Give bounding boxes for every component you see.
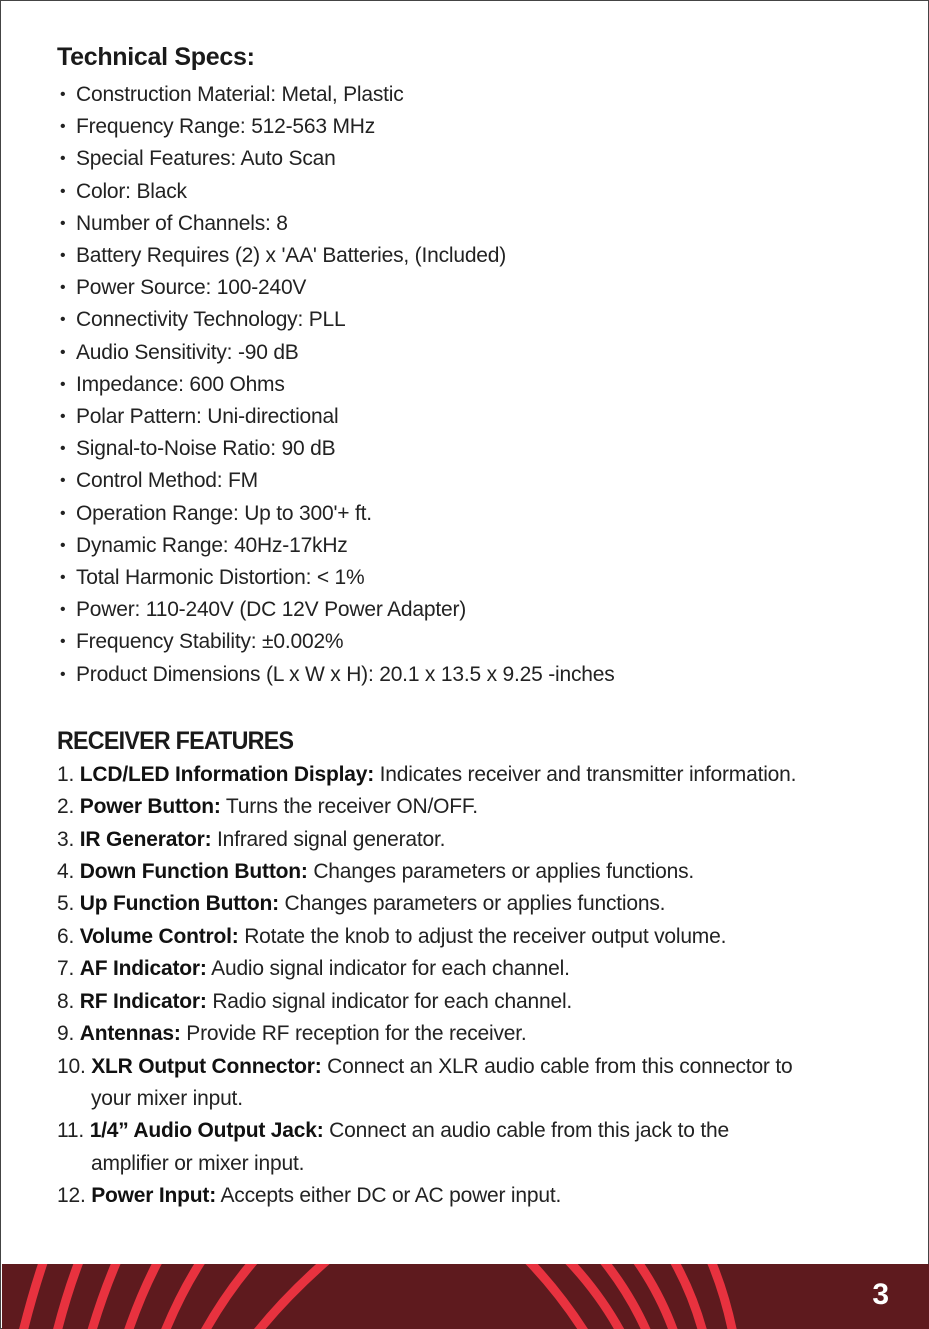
feature-item: 2. Power Button: Turns the receiver ON/OFF.: [57, 795, 478, 819]
feature-item: 4. Down Function Button: Changes parameters or applies functions.: [57, 860, 695, 884]
spec-item: • Frequency Range: 512-563 MHz: [57, 111, 897, 143]
feature-item: 1. LCD/LED Information Display: Indicates receiver and transmitter information.: [57, 762, 797, 786]
spec-item: • Product Dimensions (L x W x H): 20.1 x 13.5 x 9.25 -inches: [57, 659, 897, 691]
spec-item: • Frequency Stability: ±0.002%: [57, 626, 897, 658]
feature-item: 6. Volume Control: Rotate the knob to adjust the receiver output volume.: [57, 924, 727, 948]
page-number: 3: [872, 1278, 889, 1311]
spec-item: • Dynamic Range: 40Hz-17kHz: [57, 530, 897, 562]
receiver-features-heading: RECEIVER FEATURES: [57, 726, 294, 755]
technical-specs-list: [57, 79, 897, 691]
feature-item: 3. IR Generator: Infrared signal generator.: [57, 827, 446, 851]
feature-item-continuation: amplifier or mixer input.: [91, 1151, 305, 1175]
spec-item: • Battery Requires (2) x 'AA' Batteries, (Included): [57, 240, 897, 272]
spec-item: • Power Source: 100-240V: [57, 272, 897, 304]
spec-item: • Color: Black: [57, 176, 897, 208]
spec-item: • Power: 110-240V (DC 12V Power Adapter): [57, 594, 897, 626]
spec-item: • Special Features: Auto Scan: [57, 143, 897, 175]
spec-item: • Control Method: FM: [57, 465, 897, 497]
decorative-stripes: [2, 1264, 929, 1329]
spec-item: • Impedance: 600 Ohms: [57, 369, 897, 401]
spec-item: • Construction Material: Metal, Plastic: [57, 79, 897, 111]
feature-item: 9. Antennas: Provide RF reception for the receiver.: [57, 1022, 527, 1046]
footer-band: [2, 1264, 929, 1329]
feature-item: 7. AF Indicator: Audio signal indicator for each channel.: [57, 957, 570, 981]
feature-item: 5. Up Function Button: Changes parameters or applies functions.: [57, 892, 666, 916]
feature-item: 8. RF Indicator: Radio signal indicator for each channel.: [57, 989, 573, 1013]
spec-item: • Operation Range: Up to 300'+ ft.: [57, 498, 897, 530]
spec-item: • Total Harmonic Distortion: < 1%: [57, 562, 897, 594]
spec-item: • Audio Sensitivity: -90 dB: [57, 337, 897, 369]
feature-item: 12. Power Input: Accepts either DC or AC power input.: [57, 1184, 562, 1208]
feature-item: 11. 1/4” Audio Output Jack: Connect an audio cable from this jack to the amplifier or mixer input.: [57, 1115, 897, 1180]
receiver-features-list: [57, 759, 897, 1213]
technical-specs-heading: Technical Specs:: [57, 43, 255, 71]
feature-item: 10. XLR Output Connector: Connect an XLR audio cable from this connector to your mixer input.: [57, 1051, 897, 1116]
spec-item: • Signal-to-Noise Ratio: 90 dB: [57, 433, 897, 465]
spec-item: • Connectivity Technology: PLL: [57, 304, 897, 336]
feature-item-continuation: your mixer input.: [91, 1086, 243, 1110]
spec-item: • Number of Channels: 8: [57, 208, 897, 240]
page-content: [57, 41, 897, 1213]
spec-item: • Polar Pattern: Uni-directional: [57, 401, 897, 433]
